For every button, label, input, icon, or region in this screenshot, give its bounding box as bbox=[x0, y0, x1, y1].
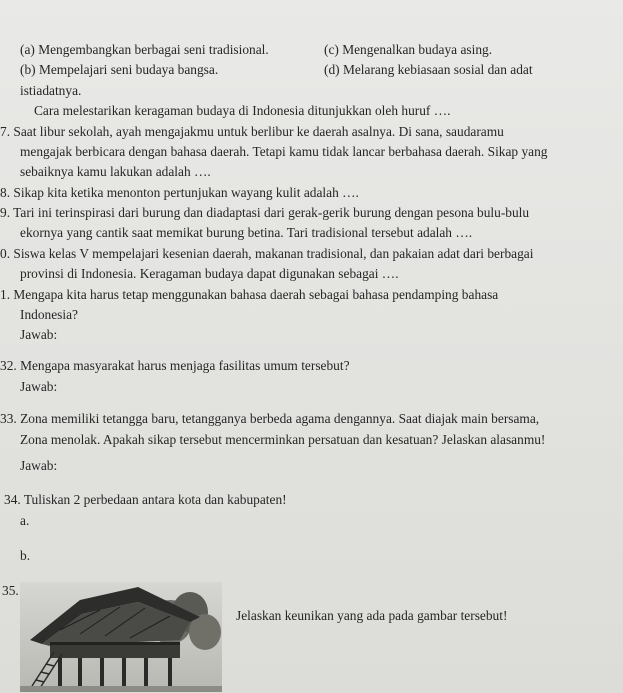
question-30-line-1: 0. Siswa kelas V mempelajari kesenian daerah, makanan tradisional, dan pakaian adat dari berbagai bbox=[0, 246, 534, 261]
question-7-line-3: sebaiknya kamu lakukan adalah …. bbox=[20, 164, 211, 179]
question-34-item-b: b. bbox=[20, 548, 31, 563]
question-8: 8. Sikap kita ketika menonton pertunjukan wayang kulit adalah …. bbox=[0, 185, 359, 200]
question-33-line-2: Zona menolak. Apakah sikap tersebut mencerminkan persatuan dan kesatuan? Jelaskan alasanmu! bbox=[20, 432, 546, 447]
question-7-line-2: mengajak berbicara dengan bahasa daerah. Tetapi kamu tidak lancar berbahasa daerah. Sikap yang bbox=[20, 144, 548, 159]
stilt-house-illustration bbox=[20, 582, 222, 692]
option-d-continuation: istiadatnya. bbox=[20, 83, 82, 98]
answer-label-33: Jawab: bbox=[20, 458, 58, 473]
question-7-line-1: 7. Saat libur sekolah, ayah mengajakmu untuk berlibur ke daerah asalnya. Di sana, saudaramu bbox=[0, 124, 504, 139]
question-31-line-2: Indonesia? bbox=[20, 307, 79, 322]
question-32: 32. Mengapa masyarakat harus menjaga fasilitas umum tersebut? bbox=[0, 358, 350, 373]
question-34-item-a: a. bbox=[20, 513, 30, 528]
option-d: (d) Melarang kebiasaan sosial dan adat bbox=[324, 62, 533, 77]
traditional-house-photo bbox=[20, 582, 222, 692]
question-35-number: 35. bbox=[2, 583, 19, 598]
answer-label-31: Jawab: bbox=[20, 327, 58, 342]
option-a: (a) Mengembangkan berbagai seni tradisional. bbox=[20, 42, 269, 57]
option-b: (b) Mempelajari seni budaya bangsa. bbox=[20, 62, 219, 77]
question-30-line-2: provinsi di Indonesia. Keragaman budaya dapat digunakan sebagai …. bbox=[20, 266, 399, 281]
question-35-text: Jelaskan keunikan yang ada pada gambar tersebut! bbox=[236, 608, 508, 623]
question-9-line-1: 9. Tari ini terinspirasi dari burung dan diadaptasi dari gerak-gerik burung dengan pesona bulu-bulu bbox=[0, 205, 530, 220]
question-31-line-1: 1. Mengapa kita harus tetap menggunakan bahasa daerah sebagai bahasa pendamping bahasa bbox=[0, 287, 499, 302]
question-33-line-1: 33. Zona memiliki tetangga baru, tetangganya berbeda agama dengannya. Saat diajak main bersama, bbox=[0, 411, 540, 426]
answer-label-32: Jawab: bbox=[20, 379, 58, 394]
question-34: 34. Tuliskan 2 perbedaan antara kota dan kabupaten! bbox=[4, 492, 287, 507]
question-6-prompt: Cara melestarikan keragaman budaya di Indonesia ditunjukkan oleh huruf …. bbox=[34, 103, 451, 118]
option-c: (c) Mengenalkan budaya asing. bbox=[324, 42, 493, 57]
question-9-line-2: ekornya yang cantik saat memikat burung betina. Tari tradisional tersebut adalah …. bbox=[20, 225, 473, 240]
